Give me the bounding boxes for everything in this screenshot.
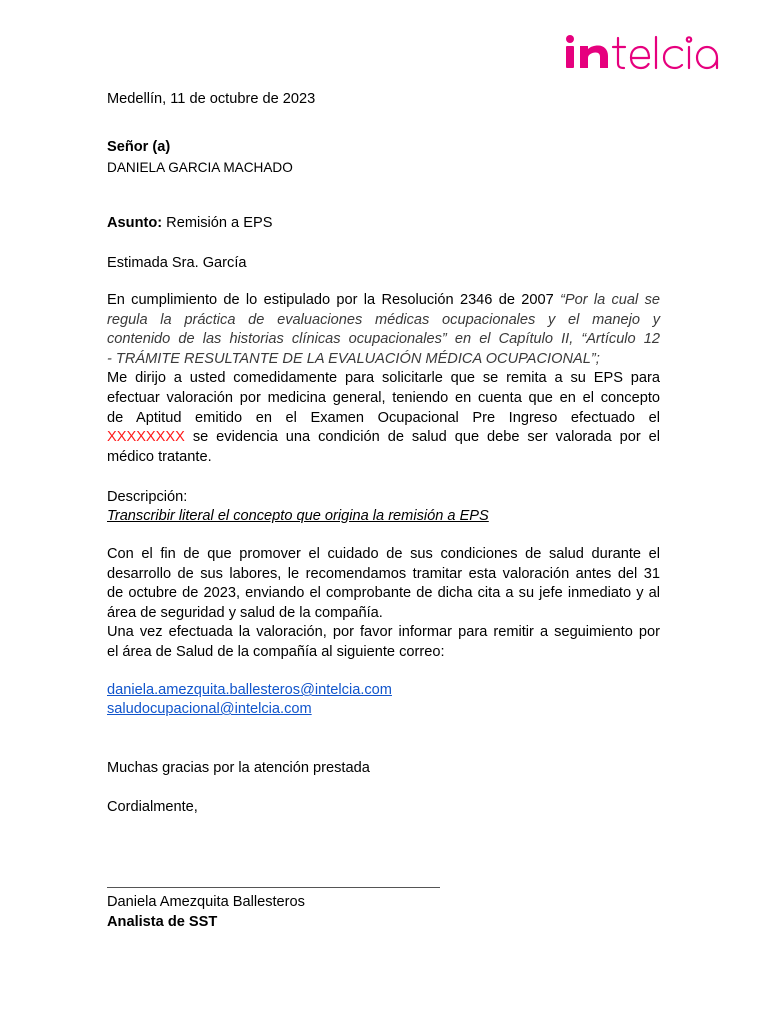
paragraph-line: efectuar valoración por medicina general, teniendo en cuenta que en el concepto	[107, 389, 660, 406]
subject-line	[107, 214, 272, 234]
paragraph-line: el área de Salud de la compañía al siguiente correo:	[107, 643, 445, 660]
subject-text: Remisión a EPS	[162, 215, 273, 231]
date-line: Medellín, 11 de octubre de 2023	[107, 91, 316, 107]
date-placeholder: XXXXXXXX	[107, 429, 185, 446]
signatory-role: Analista de SST	[107, 914, 218, 930]
paragraph-line	[107, 291, 660, 311]
email-link-daniela[interactable]: daniela.amezquita.ballesteros@intelcia.com	[107, 682, 392, 698]
subject-label: Asunto:	[107, 215, 163, 231]
intelcia-logo	[562, 30, 732, 74]
resolution-quote: “Por la cual se	[560, 292, 660, 308]
paragraph-2	[107, 545, 660, 663]
paragraph-text: En cumplimiento de lo estipulado por la Resolución 2346 de 2007	[107, 292, 560, 308]
paragraph-line: de Aptitud emitido en el Examen Ocupacional Pre Ingreso efectuado el	[107, 409, 660, 426]
paragraph-line: médico tratante.	[107, 448, 212, 465]
paragraph-line: regula la práctica de evaluaciones médicas ocupacionales y el manejo y	[107, 311, 660, 328]
recipient-name: DANIELA GARCIA MACHADO	[107, 160, 293, 175]
description-placeholder: Transcribir literal el concepto que origina la remisión a EPS	[107, 508, 489, 524]
signatory-name: Daniela Amezquita Ballesteros	[107, 894, 305, 910]
closing-line: Cordialmente,	[107, 799, 198, 815]
paragraph-line: Una vez efectuada la valoración, por favor informar para remitir a seguimiento por	[107, 624, 660, 641]
paragraph-line: contenido de las historias clínicas ocupacionales” en el Capítulo II, “Artículo 12	[107, 331, 660, 348]
description-label: Descripción:	[107, 489, 188, 505]
paragraph-line: desarrollo de sus labores, le recomendamos tramitar esta valoración antes del 31	[107, 565, 660, 582]
signature-line	[107, 887, 440, 888]
paragraph-line: Me dirijo a usted comedidamente para solicitarle que se remita a su EPS para	[107, 370, 660, 387]
paragraph-line: - TRÁMITE RESULTANTE DE LA EVALUACIÓN MÉDICA OCUPACIONAL”;	[107, 350, 600, 367]
paragraph-line	[107, 428, 660, 448]
paragraph-line: Con el fin de que promover el cuidado de sus condiciones de salud durante el	[107, 546, 660, 562]
paragraph-line: de octubre de 2023, enviando el comprobante de dicha cita a su jefe inmediato y al	[107, 585, 660, 602]
email-link-saludocupacional[interactable]: saludocupacional@intelcia.com	[107, 701, 312, 717]
paragraph-1	[107, 291, 660, 467]
paragraph-line: área de seguridad y salud de la compañía.	[107, 604, 383, 621]
salutation-title: Señor (a)	[107, 139, 171, 155]
thanks-line: Muchas gracias por la atención prestada	[107, 760, 370, 776]
greeting: Estimada Sra. García	[107, 255, 247, 271]
paragraph-text: se evidencia una condición de salud que debe ser valorada por el	[184, 429, 660, 446]
